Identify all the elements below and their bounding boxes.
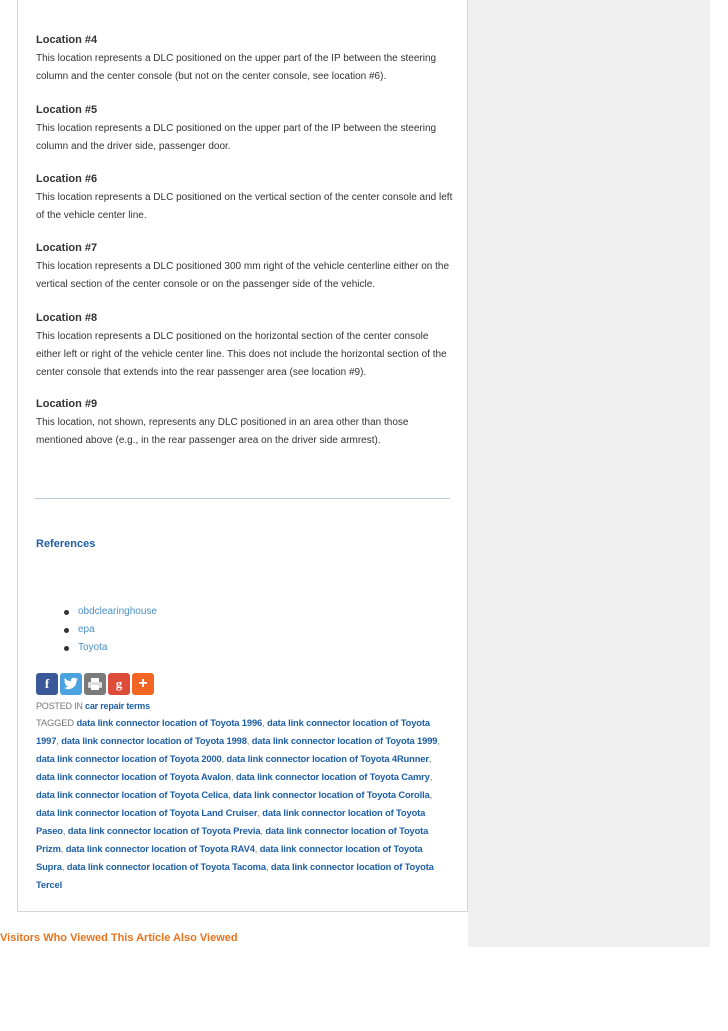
tag-link[interactable]: data link connector location of Toyota 1998 — [61, 735, 247, 746]
location-title: Location #6 — [36, 173, 98, 185]
posted-in-label: POSTED IN — [36, 701, 83, 711]
location-block — [36, 172, 454, 225]
tag-link[interactable]: data link connector location of Toyota Paseo — [36, 807, 426, 836]
tag-link[interactable]: data link connector location of Toyota RAV4 — [65, 843, 255, 854]
references-list — [62, 603, 157, 657]
location-block — [36, 397, 454, 450]
category-link[interactable]: car repair terms — [85, 701, 150, 711]
related-articles-heading: Visitors Who Viewed This Article Also Viewed — [0, 932, 238, 944]
google-plus-icon[interactable]: g — [108, 673, 130, 695]
tag-link[interactable]: data link connector location of Toyota Prizm — [36, 825, 429, 854]
facebook-icon[interactable]: f — [36, 673, 58, 695]
tag-link[interactable]: data link connector location of Toyota Celica — [36, 789, 229, 800]
location-text: This location represents a DLC positioned on the upper part of the IP between the steering column and the center console (but not on the center console, see location #6). — [36, 53, 437, 82]
tag-link[interactable]: data link connector location of Toyota Corolla — [233, 789, 430, 800]
tag-link[interactable]: data link connector location of Toyota Tercel — [36, 861, 434, 890]
location-block — [36, 33, 454, 86]
location-text: This location represents a DLC positioned on the upper part of the IP between the steering column and the driver side, passenger door. — [36, 123, 437, 152]
tag-link[interactable]: data link connector location of Toyota 1999 — [251, 735, 438, 746]
location-text: This location represents a DLC positioned on the vertical section of the center console and left of the vehicle center line. — [36, 192, 453, 221]
location-text: This location represents a DLC positioned on the horizontal section of the center console either left or right of the vehicle center line. This does not include the horizontal section of the center console that extends into the rear passenger area (see location #9). — [36, 331, 447, 378]
location-title: Location #4 — [36, 34, 98, 46]
tag-link[interactable]: data link connector location of Toyota Supra — [36, 843, 423, 872]
tag-link[interactable]: data link connector location of Toyota 4Runner — [226, 753, 429, 764]
tag-link[interactable]: data link connector location of Toyota 1996 — [76, 717, 263, 728]
location-block — [36, 311, 454, 382]
location-title: Location #8 — [36, 312, 98, 324]
reference-link[interactable]: Toyota — [62, 639, 157, 657]
share-buttons — [36, 673, 154, 695]
reference-link[interactable]: epa — [62, 621, 157, 639]
tag-link[interactable]: data link connector location of Toyota 1997 — [36, 717, 430, 746]
tag-link[interactable]: data link connector location of Toyota Camry — [235, 771, 430, 782]
location-text: This location, not shown, represents any DLC positioned in an area other than those mentioned above (e.g., in the rear passenger area on the driver side armrest). — [36, 417, 409, 446]
tag-link[interactable]: data link connector location of Toyota 2000 — [36, 753, 222, 764]
tagged-label: TAGGED — [36, 717, 74, 728]
location-block — [36, 103, 454, 156]
more-share-icon[interactable]: + — [132, 673, 154, 695]
tag-link[interactable]: data link connector location of Toyota Tacoma — [66, 861, 266, 872]
tag-list: TAGGED data link connector location of Toyota 1996, data link connector location of Toyota 1997, data link connector location of Toyota 1998, data link connector location of Toyota 1999, data link connector location of Toyota 2000, data link connector location of Toyota 4Runner, data link connector location of Toyota Avalon, data link connector location of Toyota Camry, data link connector location of Toyota Celica, data link connector location of Toyota Corolla, data link connector location of Toyota Land Cruiser, data link connector location of Toyota Paseo, data link connector location of Toyota Previa, data link connector location of Toyota Prizm, data link connector location of Toyota RAV4, data link connector location of Toyota Supra, data link connector location of Toyota Tacoma, data link connector location of Toyota Tercel — [36, 717, 440, 890]
print-icon[interactable] — [84, 673, 106, 695]
location-title: Location #9 — [36, 398, 98, 410]
twitter-icon[interactable] — [60, 673, 82, 695]
location-block — [36, 241, 454, 294]
tag-link[interactable]: data link connector location of Toyota Land Cruiser — [36, 807, 258, 818]
section-divider — [35, 498, 450, 499]
references-heading: References — [36, 538, 96, 550]
posted-in — [36, 701, 150, 711]
location-title: Location #5 — [36, 104, 98, 116]
article-card — [17, 0, 468, 912]
tag-link[interactable]: data link connector location of Toyota Avalon — [36, 771, 232, 782]
reference-link[interactable]: obdclearinghouse — [62, 603, 157, 621]
location-title: Location #7 — [36, 242, 98, 254]
sidebar-panel — [468, 0, 710, 947]
tag-link[interactable]: data link connector location of Toyota Previa — [67, 825, 261, 836]
location-text: This location represents a DLC positioned 300 mm right of the vehicle centerline either on the vertical section of the center console or on the passenger side of the vehicle. — [36, 261, 450, 290]
